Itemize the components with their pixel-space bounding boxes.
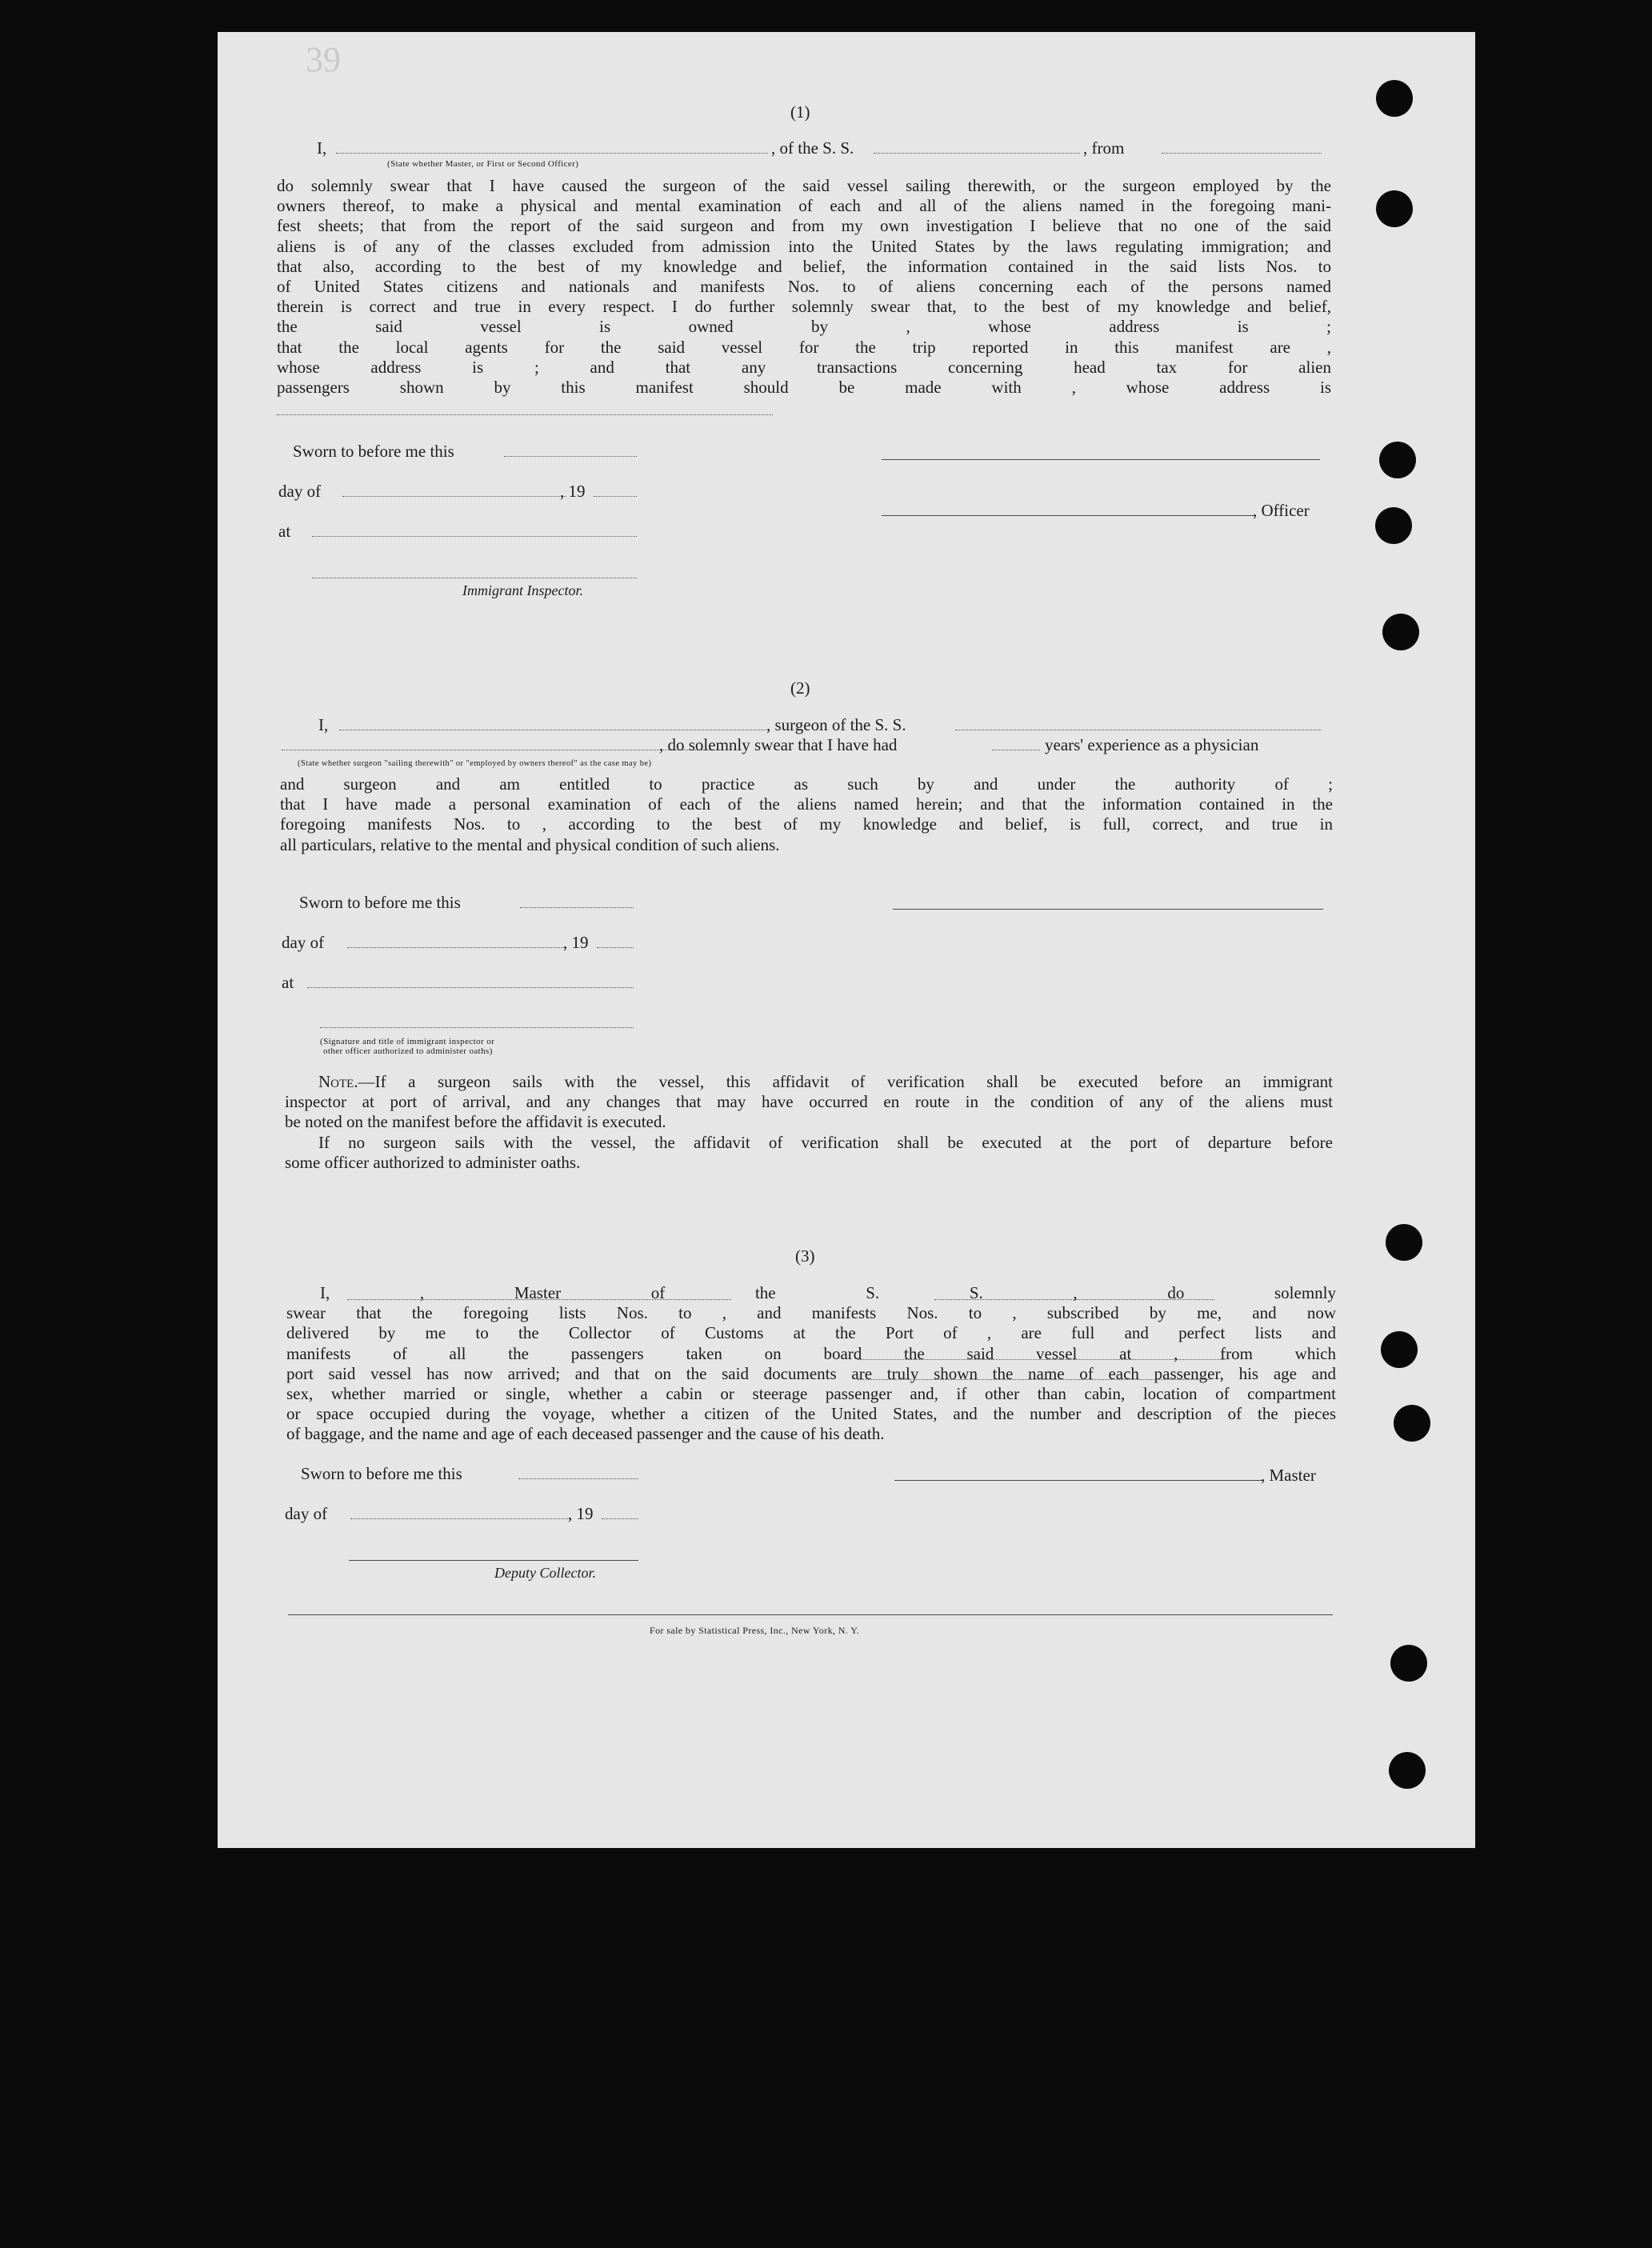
note-label: Note.	[318, 1072, 358, 1091]
sec2-place-field[interactable]	[307, 987, 634, 988]
sec1-from-label: , from	[1083, 138, 1125, 158]
sec1-year-label: , 19	[560, 482, 586, 501]
sec2-signature-note-2: other officer authorized to administer oaths)	[323, 1046, 493, 1056]
form-page	[218, 32, 1475, 1848]
sec3-oath-body	[286, 1283, 1336, 1445]
punch-hole	[1376, 80, 1413, 117]
sec3-master-name-field[interactable]	[347, 1299, 731, 1300]
sec2-month-field[interactable]	[347, 947, 565, 948]
sec2-oath-body	[280, 774, 1333, 855]
body-line: sex, whether married or single, whether a cabin or steerage passenger and, if other than cabin, location of compartment	[286, 1384, 1336, 1404]
punch-hole	[1376, 190, 1413, 227]
body-line: passengers shown by this manifest should be made with , whose address is	[277, 378, 1331, 398]
punch-hole	[1386, 1224, 1422, 1261]
sec2-surgeon-of-label: , surgeon of the S. S.	[766, 715, 906, 734]
body-line: that I have made a personal examination of each of the aliens named herein; and that the information contained in the	[280, 794, 1333, 814]
sec1-place-field[interactable]	[312, 536, 637, 537]
sec2-inspector-signature-line[interactable]	[320, 1027, 634, 1028]
sec3-day-of-label: day of	[285, 1504, 328, 1523]
note-line: If no surgeon sails with the vessel, the affidavit of verification shall be executed at the port of departure before	[318, 1132, 1333, 1152]
punch-hole	[1390, 1645, 1427, 1682]
body-line: do solemnly swear that I have caused the surgeon of the said vessel sailing therewith, or the surgeon employed by the	[277, 176, 1331, 195]
body-line: therein is correct and true in every respect. I do further solemnly swear that, to the best of my knowledge and belief,	[277, 297, 1331, 317]
punch-hole	[1381, 1331, 1418, 1368]
contact-address-field[interactable]	[277, 414, 773, 415]
section-2-number: (2)	[790, 678, 810, 698]
sec2-status-note: (State whether surgeon "sailing therewith" or "employed by owners thereof" as the case may be)	[298, 759, 652, 768]
sec1-oath-body	[277, 176, 1331, 398]
body-line: manifests of all the passengers taken on board the said vessel at , from which	[286, 1343, 1336, 1363]
body-line: I, , Master of the S. S. , do solemnly	[320, 1283, 1336, 1302]
sec2-year-label: , 19	[563, 933, 589, 952]
sec1-inspector-title: Immigrant Inspector.	[462, 582, 583, 598]
body-line: all particulars, relative to the mental and physical condition of such aliens.	[280, 834, 780, 854]
sec2-i-label: I,	[318, 715, 329, 734]
sec1-signature-line[interactable]	[882, 459, 1320, 460]
body-line: and surgeon and am entitled to practice as such by and under the authority of ;	[280, 774, 1333, 794]
sec2-swear-label: , do solemnly swear that I have had	[659, 735, 898, 754]
body-line: or space occupied during the voyage, whether a citizen of the United States, and the number and description of the pieces	[286, 1404, 1336, 1424]
sec3-vessel-field[interactable]	[934, 1299, 1214, 1300]
sec3-signature-line[interactable]	[894, 1480, 1262, 1481]
sec1-month-field[interactable]	[342, 496, 566, 497]
punch-hole	[1375, 507, 1412, 544]
sec3-master-label: , Master	[1261, 1466, 1316, 1485]
sec1-year-field[interactable]	[594, 496, 637, 497]
note-line: some officer authorized to administer oaths.	[285, 1152, 581, 1172]
body-line: delivered by me to the Collector of Customs at the Port of , are full and perfect lists and	[286, 1323, 1336, 1343]
sec1-of-ss-label: , of the S. S.	[771, 138, 854, 158]
vessel-name-field[interactable]	[874, 153, 1080, 154]
sec3-sworn-label: Sworn to before me this	[301, 1464, 462, 1483]
section-1-number: (1)	[790, 102, 810, 122]
boarding-port-field[interactable]	[858, 1379, 1210, 1380]
customs-port-field[interactable]	[858, 1359, 1226, 1360]
body-line: of baggage, and the name and age of each deceased passenger and the cause of his death.	[286, 1424, 885, 1444]
sec2-sworn-day-field[interactable]	[520, 907, 634, 908]
body-line: port said vessel has now arrived; and that on the said documents are truly shown the name of each passenger, his age and	[286, 1363, 1336, 1383]
note-line: be noted on the manifest before the affidavit is executed.	[285, 1112, 666, 1132]
body-line: of United States citizens and nationals and manifests Nos. to of aliens concerning each of the persons named	[277, 277, 1331, 297]
sec3-sworn-day-field[interactable]	[518, 1478, 638, 1479]
sec3-year-field[interactable]	[602, 1518, 638, 1519]
body-line: aliens is of any of the classes excluded from admission into the United States by the laws regulating immigration; and	[277, 236, 1331, 256]
sec2-signature-note-1: (Signature and title of immigrant inspector or	[320, 1037, 495, 1046]
sec1-day-of-label: day of	[278, 482, 322, 501]
punch-hole	[1394, 1405, 1430, 1442]
sec1-officer-label: , Officer	[1253, 501, 1310, 520]
sec3-year-label: , 19	[568, 1504, 594, 1523]
body-line: that also, according to the best of my knowledge and belief, the information contained in the said lists Nos. to	[277, 256, 1331, 276]
punch-hole	[1382, 614, 1419, 650]
body-line: whose address is ; and that any transactions concerning head tax for alien	[277, 357, 1331, 377]
punch-hole	[1379, 442, 1416, 478]
sec3-collector-title: Deputy Collector.	[494, 1565, 596, 1581]
sec3-collector-signature-line[interactable]	[349, 1560, 638, 1561]
punch-hole	[1389, 1752, 1426, 1789]
sec1-sworn-label: Sworn to before me this	[293, 442, 454, 461]
sec2-year-field[interactable]	[597, 947, 634, 948]
sec2-at-label: at	[282, 973, 294, 992]
corner-stamp-number: 39	[306, 40, 341, 79]
body-line: swear that the foregoing lists Nos. to , and manifests Nos. to , subscribed by me, and now	[286, 1303, 1336, 1323]
body-line: the said vessel is owned by , whose address is ;	[277, 317, 1331, 337]
sec1-i-label: I,	[317, 138, 327, 158]
body-line: owners thereof, to make a physical and mental examination of each and all of the aliens named in the foregoing mani-	[277, 196, 1331, 216]
sec1-at-label: at	[278, 522, 291, 541]
sec1-sworn-day-field[interactable]	[504, 456, 637, 457]
section-3-number: (3)	[795, 1246, 815, 1266]
sec2-day-of-label: day of	[282, 933, 325, 952]
sec3-month-field[interactable]	[350, 1518, 570, 1519]
sec2-experience-label: years' experience as a physician	[1045, 735, 1259, 754]
departure-port-field[interactable]	[1162, 153, 1322, 154]
footer-rule	[288, 1614, 1333, 1615]
footer-printer-credit: For sale by Statistical Press, Inc., New York, N. Y.	[650, 1625, 860, 1636]
sec1-role-note: (State whether Master, or First or Second Officer)	[387, 159, 579, 169]
sec2-signature-line[interactable]	[893, 909, 1323, 910]
sec2-note	[285, 1072, 1333, 1173]
body-line: that the local agents for the said vessel for the trip reported in this manifest are ,	[277, 337, 1331, 357]
body-line: fest sheets; that from the report of the said surgeon and from my own investigation I believe that no one of the said	[277, 216, 1331, 236]
sec2-sworn-label: Sworn to before me this	[299, 893, 461, 912]
note-line: inspector at port of arrival, and any changes that may have occurred en route in the condition of any of the aliens must	[285, 1092, 1333, 1112]
note-line: Note.—If a surgeon sails with the vessel, this affidavit of verification shall be executed before an immigrant	[318, 1072, 1333, 1091]
sec1-officer-line[interactable]	[882, 515, 1254, 516]
master-name-field[interactable]	[336, 153, 768, 154]
body-line: foregoing manifests Nos. to , according to the best of my knowledge and belief, is full, correct, and true in	[280, 814, 1333, 834]
